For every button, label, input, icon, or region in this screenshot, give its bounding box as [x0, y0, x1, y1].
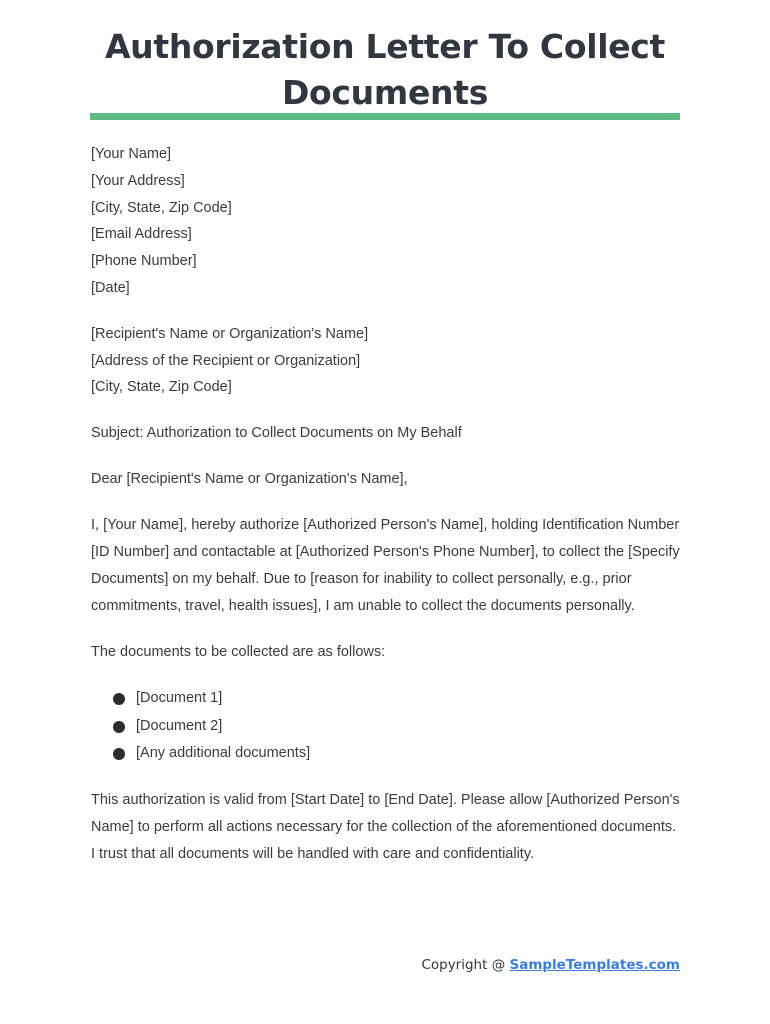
- recipient-address-block: [91, 321, 681, 401]
- sender-phone: [Phone Number]: [91, 253, 197, 270]
- copyright-footer: [421, 957, 680, 973]
- list-item: [91, 740, 681, 768]
- title-line-2: Documents: [281, 73, 489, 112]
- body-paragraph-2: This authorization is valid from [Start Date] to [End Date]. Please allow [Authorized Person's Name] to perform all actions necessary for the collection of the aforementioned documents. I trust that all documents will be handled with care and confidentiality.: [91, 791, 680, 862]
- letter-date: [Date]: [91, 279, 130, 296]
- document-item-label: [Document 1]: [136, 690, 223, 707]
- bullet-icon: [113, 693, 125, 705]
- sender-city-state-zip: [City, State, Zip Code]: [91, 199, 232, 216]
- document-item-label: [Any additional documents]: [136, 745, 311, 762]
- letter-body: [91, 141, 681, 868]
- documents-list: [91, 685, 681, 768]
- page-title: [90, 24, 680, 116]
- recipient-city-state-zip: [City, State, Zip Code]: [91, 379, 232, 396]
- list-item: [91, 713, 681, 741]
- documents-intro: The documents to be collected are as follows:: [91, 644, 386, 661]
- salutation: Dear [Recipient's Name or Organization's Name],: [91, 471, 408, 488]
- subject-line: Subject: Authorization to Collect Documents on My Behalf: [91, 425, 462, 442]
- list-item: [91, 685, 681, 713]
- sender-address-block: [91, 141, 681, 302]
- sampletemplates-link[interactable]: SampleTemplates.com: [509, 957, 680, 973]
- recipient-address: [Address of the Recipient or Organization]: [91, 352, 361, 369]
- title-line-1: Authorization Letter To Collect: [104, 27, 666, 66]
- copyright-prefix: Copyright @: [421, 957, 510, 973]
- bullet-icon: [113, 748, 125, 760]
- sender-address: [Your Address]: [91, 172, 185, 189]
- body-paragraph-1: I, [Your Name], hereby authorize [Authorized Person's Name], holding Identification Number [ID Number] and contactable at [Authorized Person's Phone Number], to collect the [Specify Documents] on my behalf. Due to [reason for inability to collect personally, e.g., prior commitments, travel, health issues], I am unable to collect the documents personally.: [91, 517, 680, 615]
- recipient-name: [Recipient's Name or Organization's Name]: [91, 325, 369, 342]
- title-divider: [90, 113, 680, 120]
- sender-email: [Email Address]: [91, 226, 192, 243]
- document-item-label: [Document 2]: [136, 717, 223, 734]
- sender-name: [Your Name]: [91, 146, 172, 162]
- bullet-icon: [113, 721, 125, 733]
